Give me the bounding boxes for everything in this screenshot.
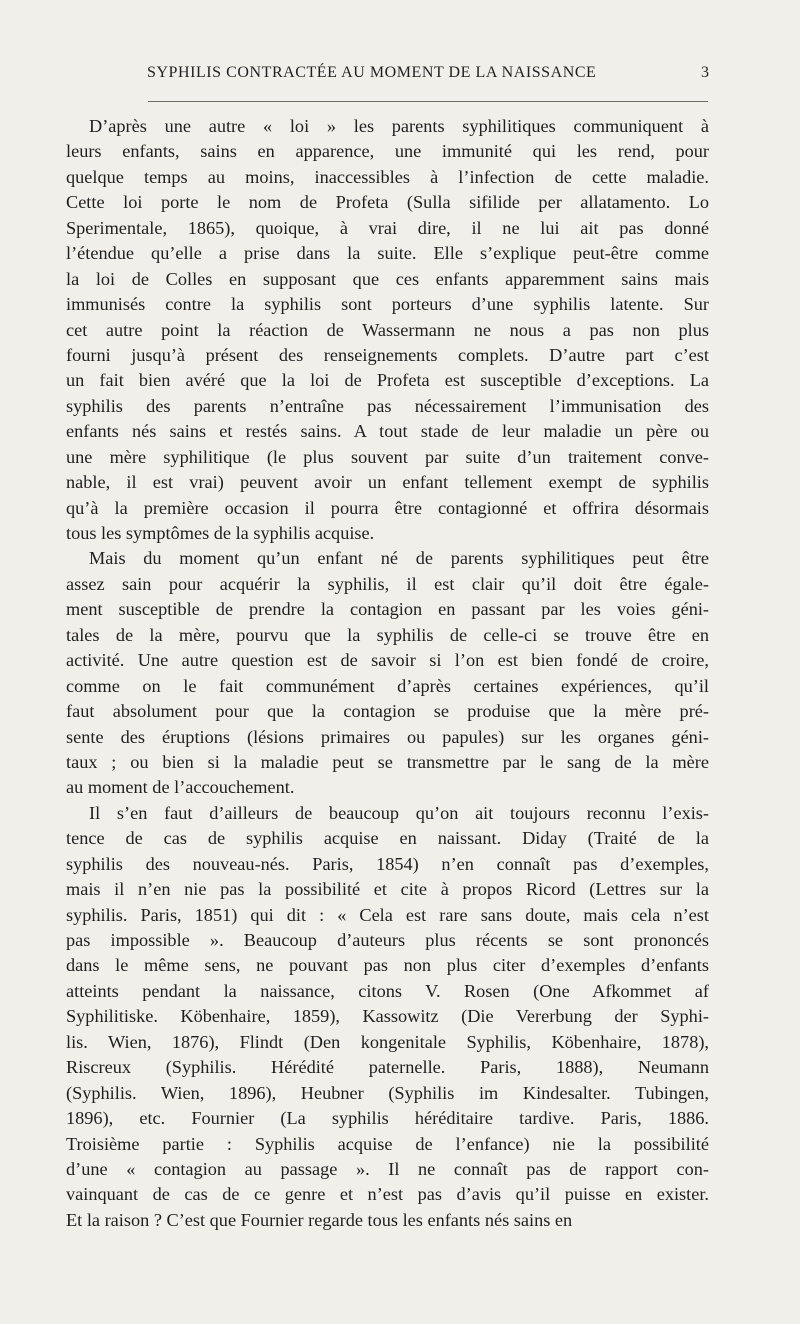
- text-line: Et la raison ? C’est que Fournier regarde tous les enfants nés sains en: [66, 1209, 573, 1230]
- text-line: vainquant de cas de ce genre et n’est pas d’avis qu’il puisse en exister.: [66, 1184, 709, 1205]
- text-line: d’une « contagion au passage ». Il ne connaît pas de rapport con-: [66, 1158, 709, 1179]
- text-line: tales de la mère, pourvu que la syphilis de celle-ci se trouve être en: [66, 624, 709, 645]
- text-line: (Syphilis. Wien, 1896), Heubner (Syphilis im Kindesalter. Tubingen,: [66, 1082, 709, 1103]
- text-line: immunisés contre la syphilis sont porteurs d’une syphilis latente. Sur: [66, 294, 709, 315]
- text-line: faut absolument pour que la contagion se produise que la mère pré-: [66, 701, 709, 722]
- text-line: lis. Wien, 1876), Flindt (Den kongenitale Syphilis, Köbenhaire, 1878),: [66, 1031, 709, 1052]
- text-line: activité. Une autre question est de savoir si l’on est bien fondé de croire,: [66, 650, 709, 671]
- text-line: taux ; ou bien si la maladie peut se transmettre par le sang de la mère: [66, 751, 709, 772]
- text-line: leurs enfants, sains en apparence, une immunité qui les rend, pour: [66, 141, 709, 162]
- paragraph: [66, 114, 709, 546]
- body-text: [66, 114, 709, 1233]
- header-rule: [148, 101, 708, 102]
- text-line: syphilis des nouveau-nés. Paris, 1854) n’en connaît pas d’exemples,: [66, 853, 709, 874]
- text-line: Mais du moment qu’un enfant né de parents syphilitiques peut être: [89, 548, 709, 569]
- text-line: Troisième partie : Syphilis acquise de l’enfance) nie la possibilité: [66, 1133, 709, 1154]
- text-line: atteints pendant la naissance, citons V. Rosen (One Afkommet af: [66, 980, 709, 1001]
- text-line: assez sain pour acquérir la syphilis, il est clair qu’il doit être égale-: [66, 573, 709, 594]
- text-line: Riscreux (Syphilis. Hérédité paternelle. Paris, 1888), Neumann: [66, 1057, 709, 1078]
- text-line: sente des éruptions (lésions primaires ou papules) sur les organes géni-: [66, 726, 709, 747]
- paragraph: [66, 801, 709, 1233]
- text-line: la loi de Colles en supposant que ces enfants apparemment sains mais: [66, 268, 709, 289]
- text-line: au moment de l’accouchement.: [66, 777, 295, 798]
- text-line: pas impossible ». Beaucoup d’auteurs plus récents se sont prononcés: [66, 930, 709, 950]
- text-line: comme on le fait communément d’après certaines expériences, qu’il: [66, 675, 709, 696]
- text-line: quelque temps au moins, inaccessibles à l’infection de cette maladie.: [66, 166, 709, 187]
- text-line: Il s’en faut d’ailleurs de beaucoup qu’on ait toujours reconnu l’exis-: [89, 802, 709, 823]
- text-line: cet autre point la réaction de Wassermann ne nous a pas non plus: [66, 319, 709, 340]
- text-line: enfants nés sains et restés sains. A tout stade de leur maladie un père ou: [66, 421, 709, 442]
- text-line: Syphilitiske. Köbenhaire, 1859), Kassowitz (Die Vererbung der Syphi-: [66, 1006, 709, 1027]
- text-line: Sperimentale, 1865), quoique, à vrai dire, il ne lui ait pas donné: [66, 217, 709, 238]
- text-line: qu’à la première occasion il pourra être contagionné et offrira désormais: [66, 497, 709, 518]
- text-line: l’étendue qu’elle a prise dans la suite. Elle s’explique peut-être comme: [66, 243, 709, 264]
- text-line: 1896), etc. Fournier (La syphilis héréditaire tardive. Paris, 1886.: [66, 1108, 709, 1129]
- page-number: 3: [701, 64, 709, 81]
- running-header: [66, 64, 709, 86]
- text-line: tence de cas de syphilis acquise en naissant. Diday (Traité de la: [66, 828, 709, 849]
- text-line: une mère syphilitique (le plus souvent par suite d’un traitement conve-: [66, 446, 709, 467]
- paragraph: [66, 546, 709, 800]
- running-title: SYPHILIS CONTRACTÉE AU MOMENT DE LA NAISSANCE: [147, 64, 597, 81]
- text-line: syphilis. Paris, 1851) qui dit : « Cela est rare sans doute, mais cela n’est: [66, 904, 709, 925]
- text-line: nable, il est vrai) peuvent avoir un enfant tellement exempt de syphilis: [66, 472, 709, 493]
- text-line: D’après une autre « loi » les parents syphilitiques communiquent à: [89, 116, 709, 136]
- text-line: tous les symptômes de la syphilis acquise.: [66, 523, 375, 543]
- text-line: fourni jusqu’à présent des renseignements complets. D’autre part c’est: [66, 344, 709, 365]
- text-line: un fait bien avéré que la loi de Profeta est susceptible d’exceptions. La: [66, 370, 709, 391]
- text-line: syphilis des parents n’entraîne pas nécessairement l’immunisation des: [66, 395, 709, 416]
- text-line: ment susceptible de prendre la contagion en passant par les voies géni-: [66, 599, 709, 620]
- text-line: dans le même sens, ne pouvant pas non plus citer d’exemples d’enfants: [66, 955, 709, 976]
- text-line: Cette loi porte le nom de Profeta (Sulla sifilide per allatamento. Lo: [66, 192, 709, 213]
- text-line: mais il n’en nie pas la possibilité et cite à propos Ricord (Lettres sur la: [66, 879, 709, 900]
